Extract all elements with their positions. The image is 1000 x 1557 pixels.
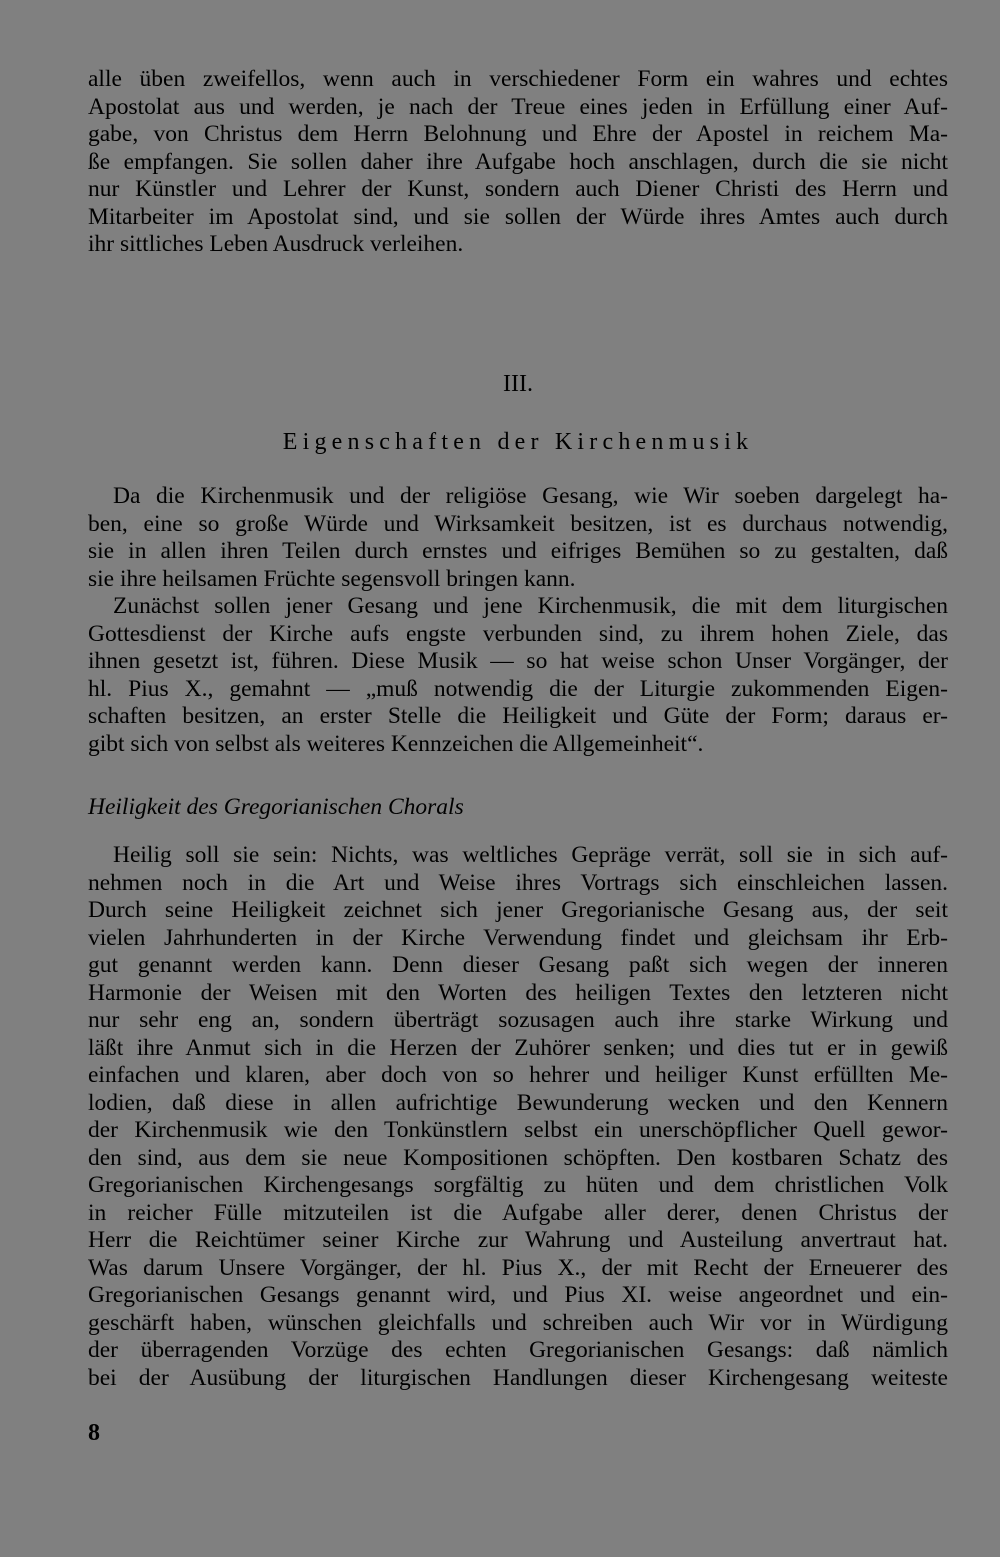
text-line: ihnen gesetzt ist, führen. Diese Musik — so hat weise schon Unser Vorgänger, der xyxy=(88,648,948,674)
section-number: III. xyxy=(503,371,533,397)
text-line: Was darum Unsere Vorgänger, der hl. Pius X., der mit Recht der Erneuerer des xyxy=(88,1254,948,1281)
text-line: nur Künstler und Lehrer der Kunst, sondern auch Diener Christi des Herrn und xyxy=(88,176,948,202)
text-line: lodien, daß diese in allen aufrichtige Bewunderung wecken und den Kennern xyxy=(88,1089,948,1116)
paragraph xyxy=(88,483,948,593)
text-line: Mitarbeiter im Apostolat sind, und sie sollen der Würde ihres Amtes auch durch xyxy=(88,203,948,230)
text-line: Heilig soll sie sein: Nichts, was weltliches Gepräge verrät, soll sie in sich auf- xyxy=(113,842,948,868)
text-line: geschärft haben, wünschen gleichfalls und schreiben auch Wir vor in Würdigung xyxy=(88,1309,948,1336)
text-line: läßt ihre Anmut sich in die Herzen der Zuhörer senken; und dies tut er in gewiß xyxy=(88,1034,948,1061)
text-line: Gregorianischen Kirchengesangs sorgfältig zu hüten und dem christlichen Volk xyxy=(88,1172,948,1198)
text-line: ße empfangen. Sie sollen daher ihre Aufgabe hoch anschlagen, durch die sie nicht xyxy=(88,148,948,175)
text-line: Herr die Reichtümer seiner Kirche zur Wahrung und Austeilung anvertraut hat. xyxy=(88,1227,948,1253)
subheading: Heiligkeit des Gregorianischen Chorals xyxy=(88,794,464,820)
text-line: vielen Jahrhunderten in der Kirche Verwendung findet und gleichsam ihr Erb- xyxy=(88,924,948,951)
text-line: bei der Ausübung der liturgischen Handlungen dieser Kirchengesang weiteste xyxy=(88,1364,948,1391)
text-line: in reicher Fülle mitzuteilen ist die Aufgabe aller derer, denen Christus der xyxy=(88,1199,948,1226)
text-line: Gregorianischen Gesangs genannt wird, und Pius XI. weise angeordnet und ein- xyxy=(88,1282,948,1308)
paragraph xyxy=(88,842,948,1392)
text-line: Zunächst sollen jener Gesang und jene Kirchenmusik, die mit dem liturgischen xyxy=(113,593,948,619)
text-line: den sind, aus dem sie neue Kompositionen schöpften. Den kostbaren Schatz des xyxy=(88,1144,948,1171)
page-number: 8 xyxy=(88,1420,100,1446)
text-line: Da die Kirchenmusik und der religiöse Gesang, wie Wir soeben dargelegt ha- xyxy=(113,483,948,509)
text-line: Gottesdienst der Kirche aufs engste verbunden sind, zu ihrem hohen Ziele, das xyxy=(88,620,948,647)
text-line: gibt sich von selbst als weiteres Kennzeichen die Allgemeinheit“. xyxy=(88,730,704,757)
text-line: Harmonie der Weisen mit den Worten des heiligen Textes den letzteren nicht xyxy=(88,979,948,1006)
text-line: der Kirchenmusik wie den Tonkünstlern selbst ein unerschöpflicher Quell gewor- xyxy=(88,1117,948,1143)
text-line: gut genannt werden kann. Denn dieser Gesang paßt sich wegen der inneren xyxy=(88,952,948,978)
text-line: sie ihre heilsamen Früchte segensvoll bringen kann. xyxy=(88,565,576,592)
text-line: schaften besitzen, an erster Stelle die Heiligkeit und Güte der Form; daraus er- xyxy=(88,703,948,729)
text-line: Durch seine Heiligkeit zeichnet sich jener Gregorianische Gesang aus, der seit xyxy=(88,897,948,923)
text-line: einfachen und klaren, aber doch von so hehrer und heiliger Kunst erfüllten Me- xyxy=(88,1062,948,1088)
paragraph-continuation xyxy=(88,66,948,259)
text-line: sie in allen ihren Teilen durch ernstes und eifriges Bemühen so zu gestalten, daß xyxy=(88,538,948,564)
text-line: alle üben zweifellos, wenn auch in verschiedener Form ein wahres und echtes xyxy=(88,66,948,92)
text-line: Apostolat aus und werden, je nach der Treue eines jeden in Erfüllung einer Auf- xyxy=(88,93,948,120)
text-line: ihr sittliches Leben Ausdruck verleihen. xyxy=(88,231,464,257)
paragraph xyxy=(88,593,948,758)
text-line: nur sehr eng an, sondern überträgt sozusagen auch ihre starke Wirkung und xyxy=(88,1007,948,1033)
text-line: der überragenden Vorzüge des echten Gregorianischen Gesangs: daß nämlich xyxy=(88,1337,948,1363)
text-line: ben, eine so große Würde und Wirksamkeit besitzen, ist es durchaus notwendig, xyxy=(88,510,948,537)
text-line: hl. Pius X., gemahnt — „muß notwendig die der Liturgie zukommenden Eigen- xyxy=(88,675,948,702)
text-line: gabe, von Christus dem Herrn Belohnung und Ehre der Apostel in reichem Ma- xyxy=(88,121,948,147)
text-line: nehmen noch in die Art und Weise ihres Vortrags sich einschleichen lassen. xyxy=(88,869,948,896)
section-title: Eigenschaften der Kirchenmusik xyxy=(282,429,754,455)
